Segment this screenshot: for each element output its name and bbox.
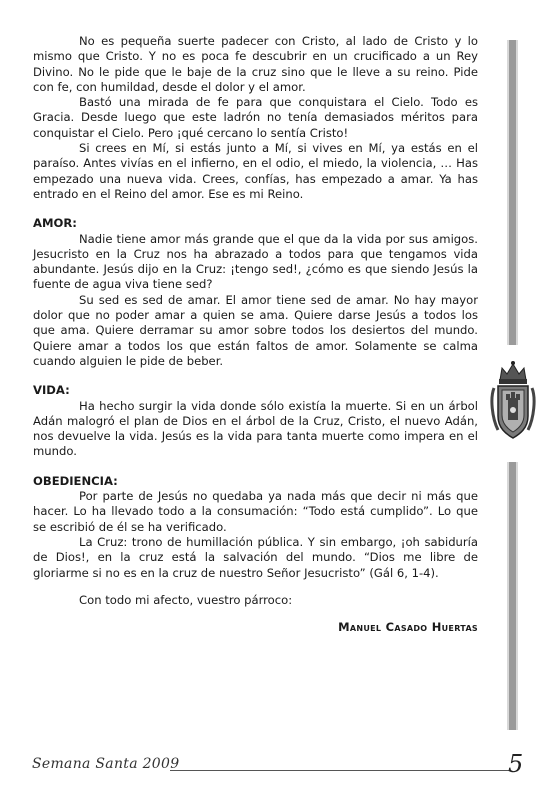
footer-rule xyxy=(170,770,510,771)
intro-paragraph: Bastó una mirada de fe para que conquistara el Cielo. Todo es Gracia. Desde luego que este ladrón no tenía demasiados méritos para conquistar el Cielo. Pero ¡qué cercano lo sentía Cristo! xyxy=(33,95,478,140)
page-number: 5 xyxy=(508,750,524,778)
margin-decoration-bar-bottom xyxy=(507,462,518,730)
page-footer xyxy=(32,750,532,786)
amor-paragraph: Nadie tiene amor más grande que el que da la vida por sus amigos. Jesucristo en la Cruz nos ha abrazado a todos para que tengamos vida abundante. Jesús dijo en la Cruz: ¡tengo sed!, ¿cómo es que siendo Jesús la fuente de agua viva tiene sed? xyxy=(33,231,478,292)
coat-of-arms-icon xyxy=(490,358,536,440)
footer-title: Semana Santa 2009 xyxy=(32,756,180,772)
closing-line: Con todo mi afecto, vuestro párroco: xyxy=(79,592,293,607)
vida-paragraph: Ha hecho surgir la vida donde sólo existía la muerte. Si en un árbol Adán malogró el plan de Dios en el árbol de la Cruz, Cristo, el nuevo Adán, nos devuelve la vida. Jesús es la vida para tanta muerte como impera en el mundo. xyxy=(33,398,478,459)
section-heading-obediencia: OBEDIENCIA: xyxy=(33,473,118,488)
intro-paragraph: Si crees en Mí, si estás junto a Mí, si vives en Mí, ya estás en el paraíso. Antes vivías en el infierno, en el odio, el miedo, la violencia, … Has empezado una nueva vida. Crees, confías, has empezado a amar. Ya has entrado en el Reino del amor. Ese es mi Reino. xyxy=(33,141,478,201)
intro-paragraph: No es pequeña suerte padecer con Cristo, al lado de Cristo y lo mismo que Cristo. Y no es poca fe descubrir en un crucificado a un Rey Divino. No le pide que le baje de la cruz sino que le lleve a su reino. Pide con fe, con humildad, desde el dolor y el amor. xyxy=(33,34,478,94)
margin-decoration-bar-top xyxy=(507,40,518,345)
section-heading-vida: VIDA: xyxy=(33,383,70,398)
article-body xyxy=(33,34,478,635)
amor-paragraph: Su sed es sed de amar. El amor tiene sed de amar. No hay mayor dolor que no poder amar a quien se ama. Quiere darse Jesús a todos los que ama. Quiere derramar su amor sobre todos los desiertos del mundo. Quiere amar a todos los que están faltos de amor. Solamente se calma cuando alguien le pide de beber. xyxy=(33,292,478,368)
signature: Manuel Casado Huertas xyxy=(338,620,478,635)
section-heading-amor: AMOR: xyxy=(33,216,77,231)
obediencia-paragraph: La Cruz: trono de humillación pública. Y sin embargo, ¡oh sabiduría de Dios!, en la cruz está la salvación del mundo. “Dios me libre de gloriarme si no es en la cruz de nuestro Señor Jesucristo” (Gál 6, 1-4). xyxy=(33,534,478,580)
obediencia-paragraph: Por parte de Jesús no quedaba ya nada más que decir ni más que hacer. Lo ha llevado todo a la consumación: “Todo está cumplido”. Lo que se escribió de él se ha verificado. xyxy=(33,489,478,534)
